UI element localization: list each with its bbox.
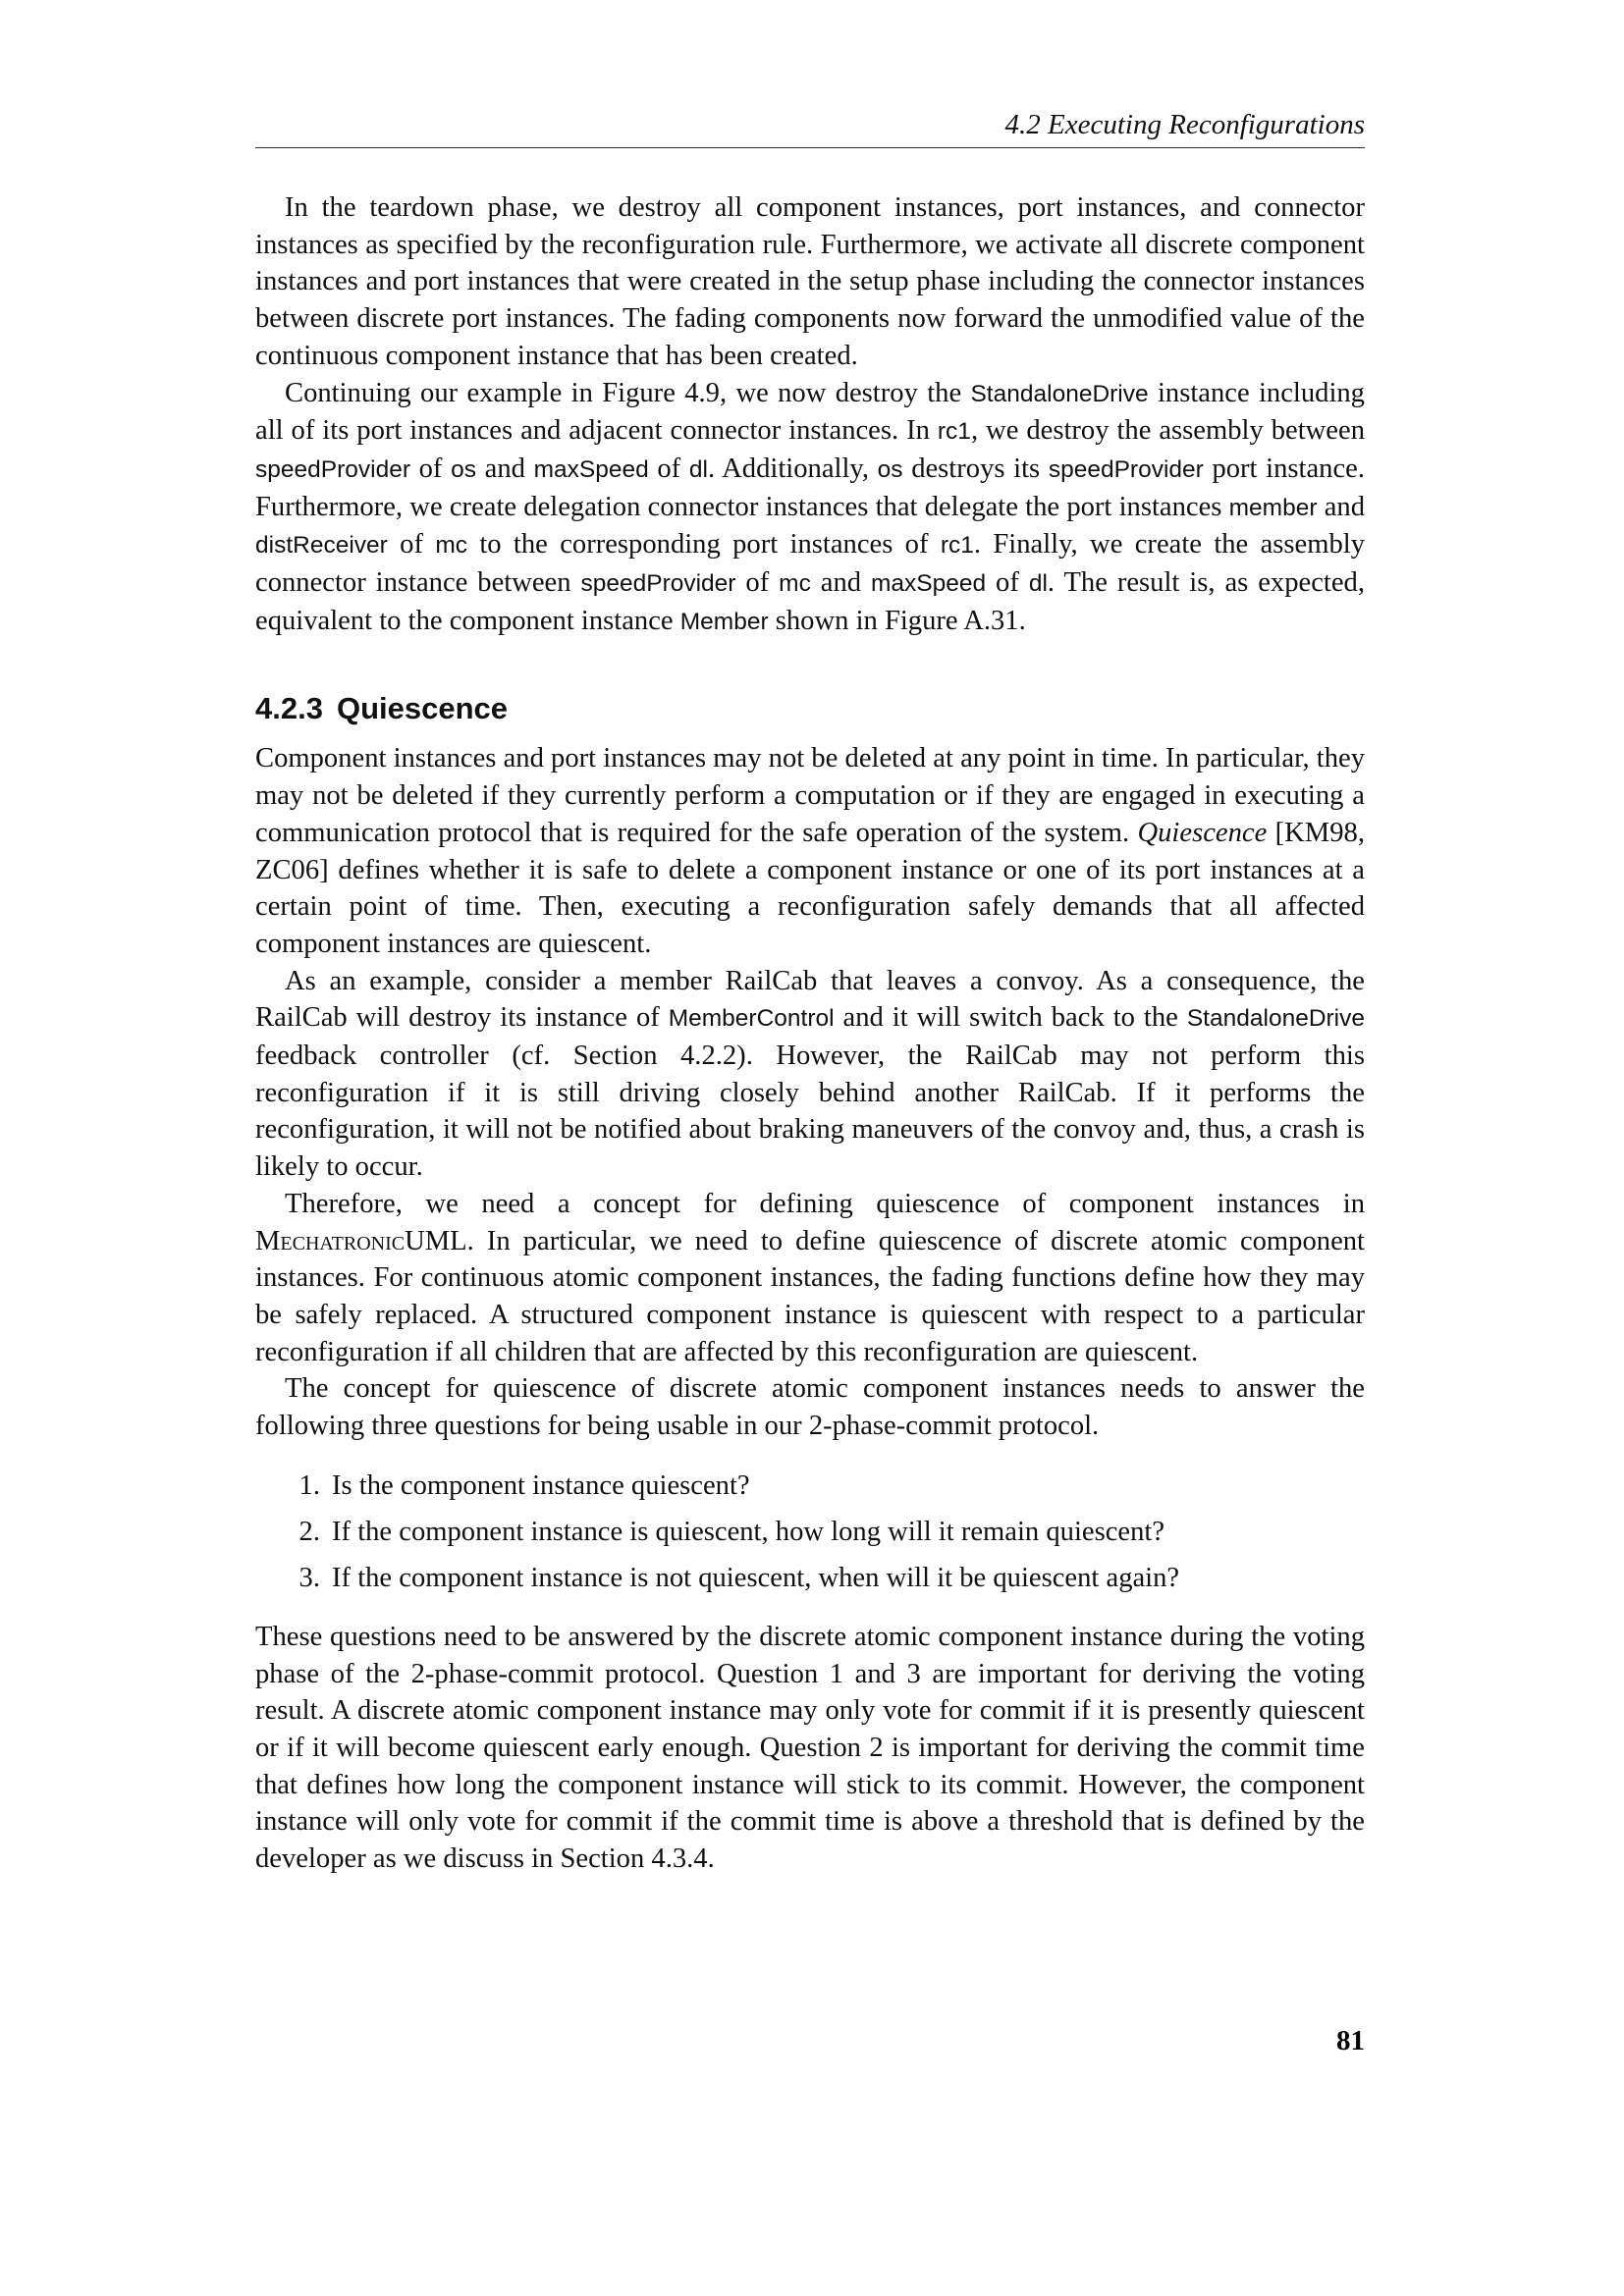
smallcaps-term: MechatronicUML: [255, 1225, 467, 1256]
code-term: distReceiver: [255, 532, 388, 560]
paragraph-teardown: In the teardown phase, we destroy all component instances, port instances, and connector instances as specified by the reconfiguration rule. Furthermore, we activate all discrete component instances and port instances that were created in the setup phase including the connector instances between discrete port instances. The fading components now forward the unmodified value of the continuous component instance that has been created.: [255, 192, 1365, 371]
paragraph-concept: Therefore, we need a concept for defining quiescence of component instances in MechatronicUML. In particular, we need to define quiescence of discrete atomic component instances. For continuous atomic component instances, the fading functions define how they may be safely replaced. A structured component instance is quiescent with respect to a particular reconfiguration if all children that are affected by this reconfiguration are quiescent.: [255, 1188, 1365, 1367]
code-term: mc: [435, 532, 467, 560]
paragraph-example: Continuing our example in Figure 4.9, we now destroy the StandaloneDrive instance including all of its port instances and adjacent connector instances. In rc1, we destroy the assembly between speedProvider of os and maxSpeed of dl. Additionally, os destroys its speedProvider port instance. Furthermore, we create delegation connector instances that delegate the port instances member and distReceiver of mc to the corresponding port instances of rc1. Finally, we create the assembly connector instance between speedProvider of mc and maxSpeed of dl. The result is, as expected, equivalent to the component instance Member shown in Figure A.31.: [255, 377, 1366, 636]
code-term: os: [451, 455, 476, 483]
questions-list: [255, 1463, 1365, 1601]
list-item: 2. If the component instance is quiescent, how long will it remain quiescent?: [298, 1516, 1165, 1547]
code-term: Member: [679, 608, 769, 635]
section-number: 4.2.3: [255, 691, 323, 726]
code-term: speedProvider: [255, 455, 410, 483]
code-term: MemberControl: [668, 1005, 835, 1033]
section-title: Quiescence: [336, 691, 508, 726]
paragraph-railcab-example: As an example, consider a member RailCab that leaves a convoy. As a consequence, the RailCab will destroy its instance of MemberControl and it will switch back to the StandaloneDrive feedback controller (cf. Section 4.2.2). However, the RailCab may not perform this reconfiguration if it is still driving closely behind another RailCab. If it performs the reconfiguration, it will not be notified about braking maneuvers of the convoy and, thus, a crash is likely to occur.: [255, 965, 1365, 1183]
emphasis-term: Quiescence: [1137, 817, 1268, 848]
code-term: dl: [688, 455, 708, 483]
list-item: 1. Is the component instance quiescent?: [298, 1469, 750, 1501]
paragraph-voting: These questions need to be answered by the discrete atomic component instance during the voting phase of the 2-phase-commit protocol. Question 1 and 3 are important for deriving the voting result. A discrete atomic component instance may only vote for commit if it is presently quiescent or if it will become quiescent early enough. Question 2 is important for deriving the commit time that defines how long the component instance will stick to its commit. However, the component instance will only vote for commit if the commit time is above a threshold that is defined by the developer as we discuss in Section 4.3.4.: [255, 1621, 1365, 1875]
section-heading: [255, 689, 1365, 728]
code-term: maxSpeed: [870, 570, 987, 598]
code-term: mc: [779, 570, 811, 598]
code-term: dl: [1028, 570, 1048, 598]
list-item: 3. If the component instance is not quiescent, when will it be quiescent again?: [298, 1562, 1180, 1593]
paragraph-questions-intro: The concept for quiescence of discrete atomic component instances needs to answer the following three questions for being usable in our 2-phase-commit protocol.: [255, 1373, 1365, 1442]
code-term: maxSpeed: [533, 455, 649, 483]
code-term: StandaloneDrive: [1186, 1005, 1365, 1033]
code-term: StandaloneDrive: [970, 380, 1149, 407]
paragraph-quiescence-intro: Component instances and port instances may not be deleted at any point in time. In particular, they may not be deleted if they currently perform a computation or if they are engaged in executing a communication protocol that is required for the safe operation of the system. Quiescence [KM98, ZC06] defines whether it is safe to delete a component instance or one of its port instances at a certain point of time. Then, executing a reconfiguration safely demands that all affected component instances are quiescent.: [255, 743, 1365, 959]
code-term: rc1: [937, 418, 971, 446]
code-term: rc1: [940, 532, 974, 560]
running-header: 4.2 Executing Reconfigurations: [255, 108, 1365, 148]
code-term: speedProvider: [1048, 455, 1204, 483]
code-term: speedProvider: [580, 570, 736, 598]
code-term: member: [1228, 494, 1318, 521]
page-body: [255, 108, 1365, 1878]
page-number: 81: [1336, 2025, 1365, 2056]
code-term: os: [877, 455, 903, 483]
